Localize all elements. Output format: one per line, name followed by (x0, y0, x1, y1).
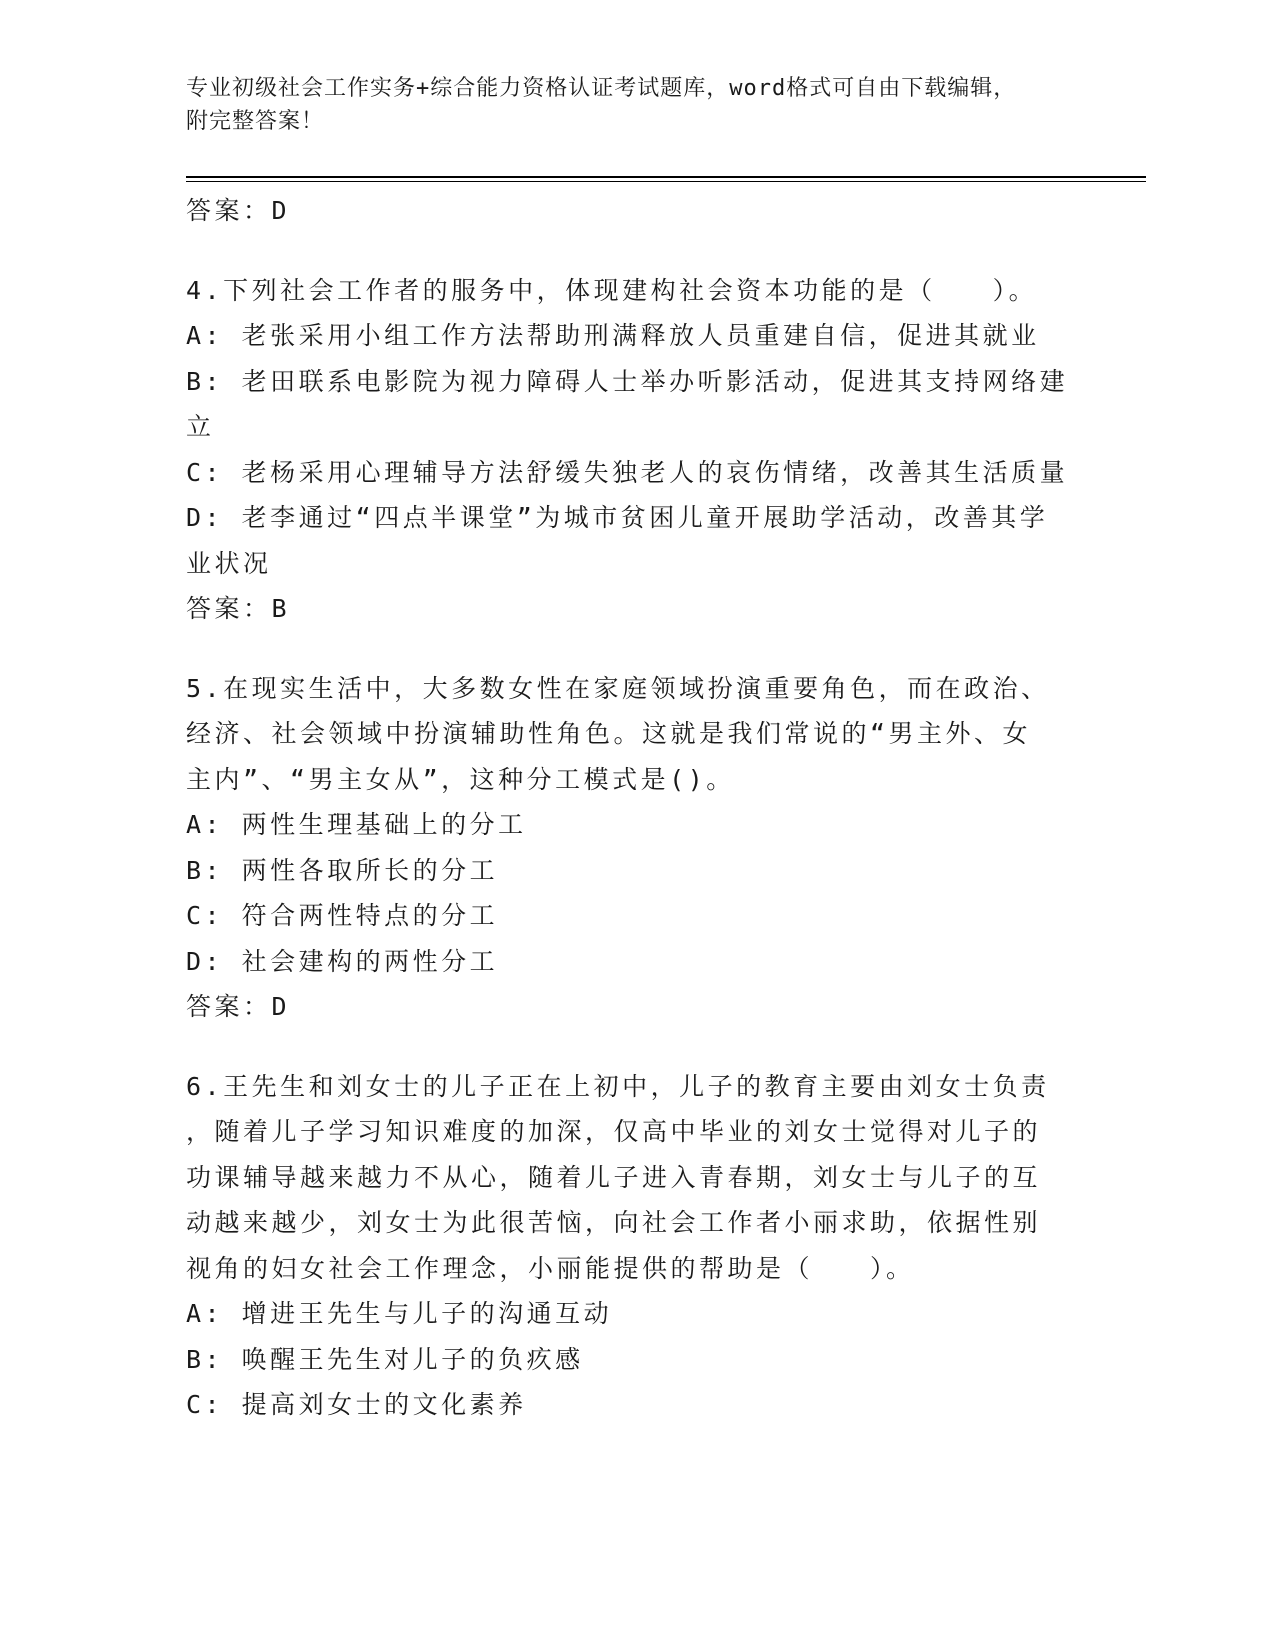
option-c: C: 老杨采用心理辅导方法舒缓失独老人的哀伤情绪，改善其生活质量 (186, 457, 1069, 487)
header-divider-thick (186, 176, 1146, 178)
question-stem: 4.下列社会工作者的服务中，体现建构社会资本功能的是（ ）。 (186, 275, 1038, 305)
question-5 (186, 666, 1086, 1030)
question-stem-continued: ，随着儿子学习知识难度的加深，仅高中毕业的刘女士觉得对儿子的 (186, 1117, 1042, 1146)
option-d: D: 老李通过“四点半课堂”为城市贫困儿童开展助学活动，改善其学 (186, 503, 1049, 532)
question-stem-continued: 视角的妇女社会工作理念，小丽能提供的帮助是（ ）。 (186, 1253, 915, 1283)
spacer (186, 234, 1086, 268)
document-header (186, 72, 1086, 138)
spacer (186, 1030, 1086, 1064)
option-c: C: 提高刘女士的文化素养 (186, 1390, 527, 1419)
option-a: A: 两性生理基础上的分工 (186, 810, 527, 839)
option-a: A: 老张采用小组工作方法帮助刑满释放人员重建自信，促进其就业 (186, 321, 1040, 350)
spacer (186, 632, 1086, 666)
question-6 (186, 1064, 1086, 1428)
question-stem: 5.在现实生活中，大多数女性在家庭领域扮演重要角色，而在政治、 (186, 673, 1050, 703)
answer-line: 答案：B (186, 594, 291, 623)
answer-line: 答案：D (186, 196, 291, 225)
question-stem-continued: 经济、社会领域中扮演辅助性角色。这就是我们常说的“男主外、女 (186, 719, 1032, 748)
option-d-continued: 业状况 (186, 548, 272, 578)
option-b-continued: 立 (186, 412, 215, 441)
question-stem-continued: 功课辅导越来越力不从心，随着儿子进入青春期，刘女士与儿子的互 (186, 1162, 1042, 1192)
header-line-1: 专业初级社会工作实务+综合能力资格认证考试题库，word格式可自由下载编辑， (186, 76, 1017, 101)
document-body (186, 188, 1086, 1428)
question-stem: 6.王先生和刘女士的儿子正在上初中，儿子的教育主要由刘女士负责 (186, 1071, 1050, 1101)
question-stem-continued: 动越来越少，刘女士为此很苦恼，向社会工作者小丽求助，依据性别 (186, 1208, 1042, 1237)
question-4 (186, 268, 1086, 632)
question-stem-continued: 主内”、“男主女从”，这种分工模式是()。 (186, 764, 735, 794)
option-d: D: 社会建构的两性分工 (186, 946, 499, 976)
option-b: B: 老田联系电影院为视力障碍人士举办听影活动，促进其支持网络建 (186, 366, 1069, 396)
header-line-2: 附完整答案！ (186, 109, 325, 134)
answer-line: 答案：D (186, 992, 291, 1021)
header-divider-thin (186, 181, 1146, 182)
option-b: B: 唤醒王先生对儿子的负疚感 (186, 1344, 584, 1374)
option-a: A: 增进王先生与儿子的沟通互动 (186, 1299, 613, 1328)
option-c: C: 符合两性特点的分工 (186, 901, 499, 930)
option-b: B: 两性各取所长的分工 (186, 855, 499, 885)
